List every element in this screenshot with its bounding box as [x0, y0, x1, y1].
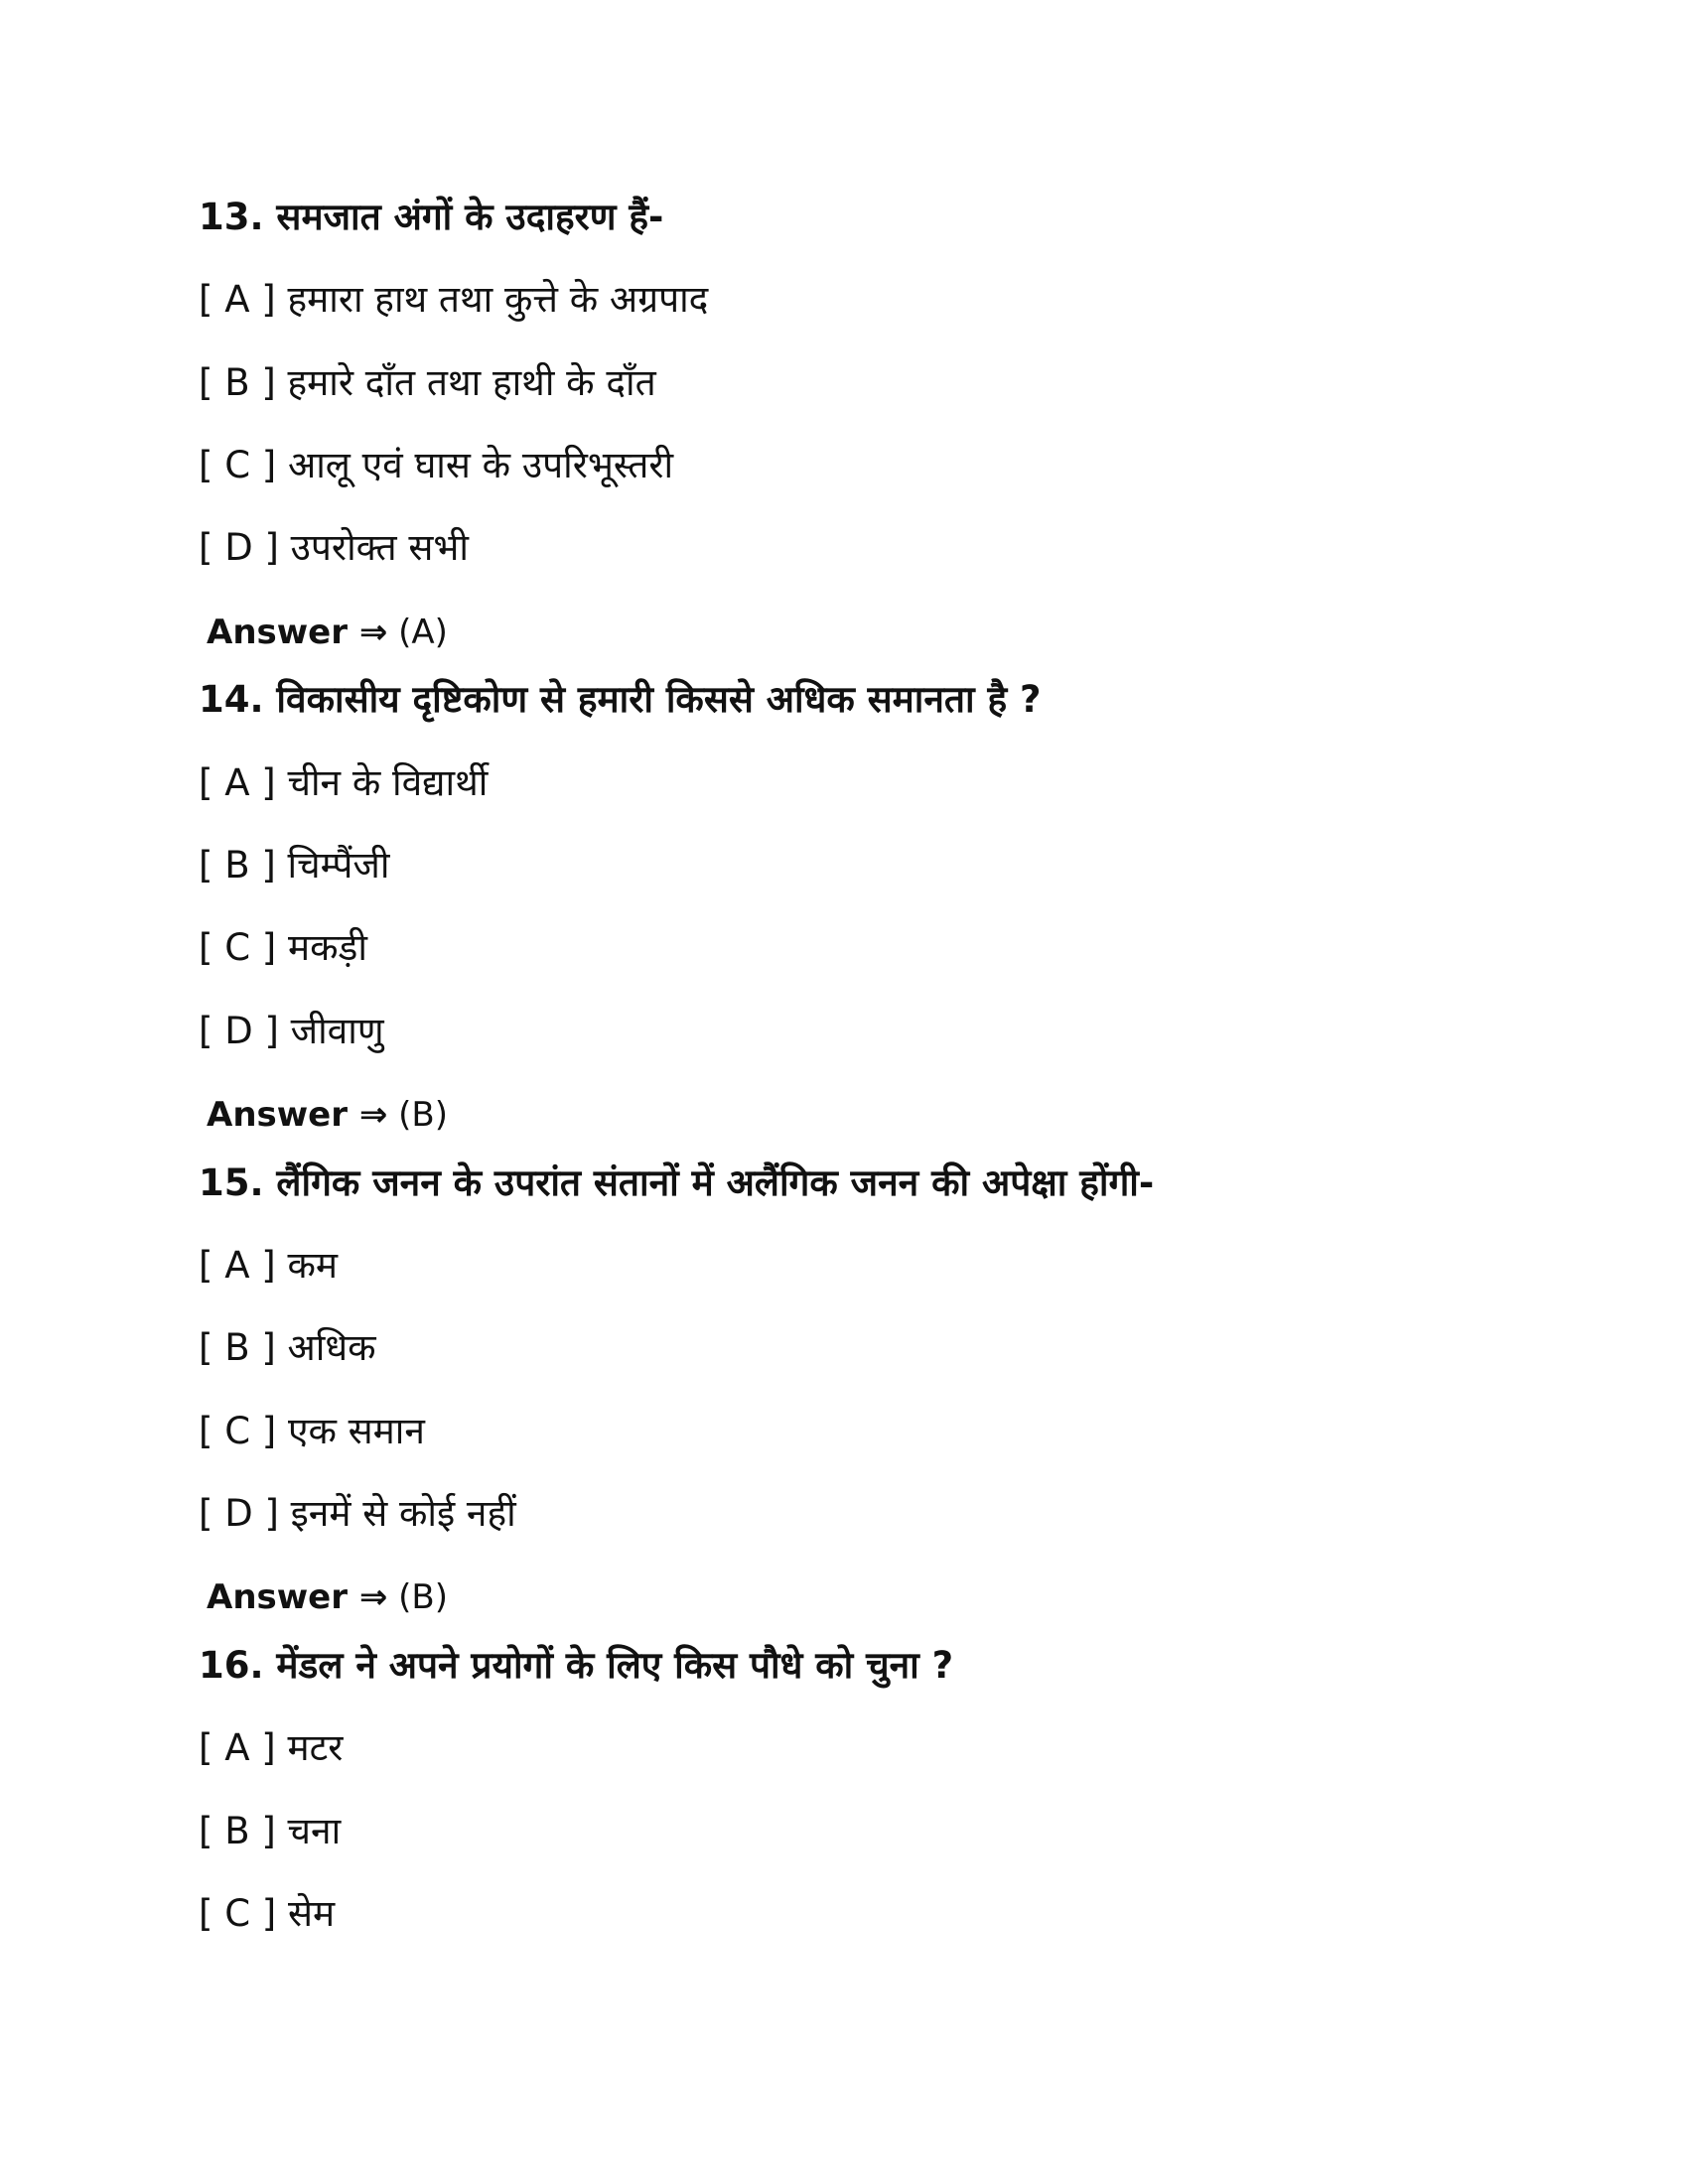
q13-option-b: [ B ] हमारे दाँत तथा हाथी के दाँत: [199, 361, 656, 404]
q16-option-a: [ A ] मटर: [199, 1726, 344, 1769]
q13-option-c: [ C ] आलू एवं घास के उपरिभूस्तरी: [199, 444, 674, 486]
q14-option-a: [ A ] चीन के विद्यार्थी: [199, 761, 489, 804]
question-14: 14. विकासीय दृष्टिकोण से हमारी किससे अधिक समानता है ?: [199, 678, 1042, 721]
q14-answer-value: (B): [398, 1095, 448, 1135]
q13-answer-label: Answer ⇒: [207, 613, 388, 652]
question-16: 16. मेंडल ने अपने प्रयोगों के लिए किस पौधे को चुना ?: [199, 1644, 954, 1687]
question-13: 13. समजात अंगों के उदाहरण हैं-: [199, 196, 664, 238]
q13-option-d: [ D ] उपरोक्त सभी: [199, 526, 469, 569]
q14-option-c: [ C ] मकड़ी: [199, 926, 367, 969]
q14-answer-label: Answer ⇒: [207, 1095, 388, 1135]
q13-option-a: [ A ] हमारा हाथ तथा कुत्ते के अग्रपाद: [199, 278, 709, 321]
q14-answer: [207, 1095, 448, 1135]
q16-option-b: [ B ] चना: [199, 1810, 342, 1852]
q15-answer: [207, 1577, 448, 1617]
q16-option-c: [ C ] सेम: [199, 1892, 336, 1935]
q15-option-d: [ D ] इनमें से कोई नहीं: [199, 1492, 516, 1535]
question-15: 15. लैंगिक जनन के उपरांत संतानों में अलैंगिक जनन की अपेक्षा होंगी-: [199, 1161, 1155, 1204]
q15-answer-value: (B): [398, 1577, 448, 1617]
q13-answer-value: (A): [398, 613, 448, 652]
q15-option-a: [ A ] कम: [199, 1244, 339, 1287]
q14-option-d: [ D ] जीवाणु: [199, 1010, 384, 1052]
q15-answer-label: Answer ⇒: [207, 1577, 388, 1617]
q14-option-b: [ B ] चिम्पैंजी: [199, 844, 390, 887]
q15-option-b: [ B ] अधिक: [199, 1326, 376, 1369]
q13-answer: [207, 613, 448, 652]
q15-option-c: [ C ] एक समान: [199, 1410, 425, 1452]
